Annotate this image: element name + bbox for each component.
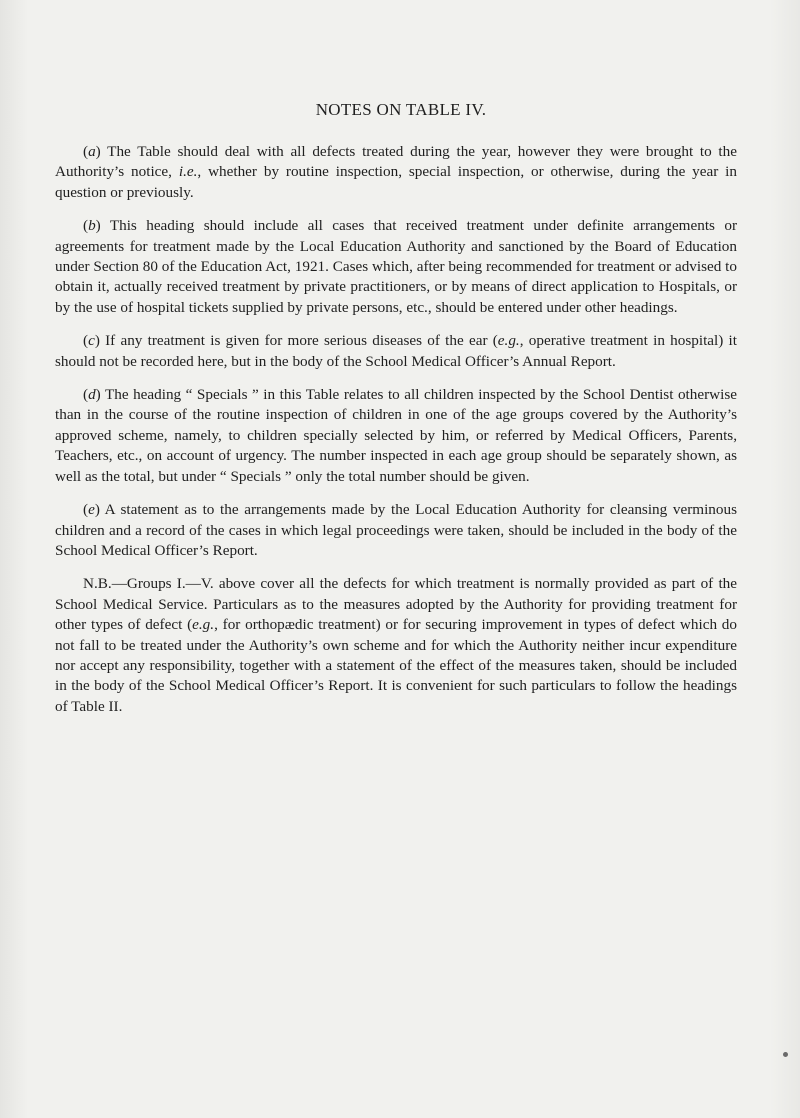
note-text: This heading should include all cases that received treatment under definite arrangements or agreements for treatment made by the Local Education Authority and sanctioned by the Board of Education under Section 80 of the Education Act, 1921. Cases which, after being recommended for treatment or advised to obtain it, actually received treatment by private practitioners, or by means of direct application to Hospitals, or by the use of hospital tickets supplied by private persons, etc., should be entered under other headings. <box>55 217 737 316</box>
note-paragraph <box>55 385 737 487</box>
note-text: , whether by routine inspection, special inspection, or otherwise, during the year in question or previously. <box>55 163 737 201</box>
italic-text: e.g. <box>497 332 520 350</box>
note-text: , operative treatment in hospital) it should not be recorded here, but in the body of the School Medical Officer’s Annual Report. <box>55 332 737 370</box>
notes-list <box>55 142 737 717</box>
note-label: (e) <box>83 501 100 519</box>
note-text: The heading “ Specials ” in this Table relates to all children inspected by the School Dentist otherwise than in the course of the routine inspection of children in one of the age groups covered by the Authority’s approved scheme, namely, to children specially selected by him, or referred by Medical Officers, Parents, Teachers, etc., on account of urgency. The number inspected in each age group should be separately shown, as well as the total, but under “ Specials ” only the total number should be given. <box>55 386 737 485</box>
page-title: NOTES ON TABLE IV. <box>315 100 487 119</box>
note-paragraph <box>55 216 737 318</box>
note-label: (b) <box>83 217 101 235</box>
document-body <box>55 100 737 730</box>
note-paragraph <box>55 142 737 203</box>
note-text: If any treatment is given for more serious diseases of the ear ( <box>99 332 498 350</box>
italic-text: e.g. <box>192 616 215 634</box>
note-label: (d) <box>83 386 101 404</box>
note-paragraph <box>55 500 737 561</box>
note-paragraph <box>55 574 737 717</box>
note-label: (c) <box>83 332 100 350</box>
note-label: (a) <box>83 143 101 160</box>
note-text: The Table should deal with all defects treated during the year, however they were brought to the Authority’s notice, <box>55 143 737 181</box>
italic-text: i.e. <box>178 163 198 181</box>
paper-speck <box>783 1052 788 1057</box>
note-text: , for orthopædic treatment) or for securing improvement in types of defect which do not fall to be treated under the Authority’s own scheme and for which the Authority neither incur expenditure nor accept any responsibility, together with a statement of the effect of the measures taken, should be included in the body of the School Medical Officer’s Report. It is convenient for such particulars to follow the headings of Table II. <box>55 616 737 715</box>
note-text: A statement as to the arrangements made by the Local Education Authority for cleansing verminous children and a record of the cases in which legal proceedings were taken, should be included in the body of the School Medical Officer’s Report. <box>55 501 737 559</box>
note-paragraph <box>55 331 737 372</box>
note-text: N.B.—Groups I.—V. above cover all the defects for which treatment is normally provided as part of the School Medical Service. Particulars as to the measures adopted by the Authority for providing treatment for other types of defect ( <box>55 575 737 634</box>
